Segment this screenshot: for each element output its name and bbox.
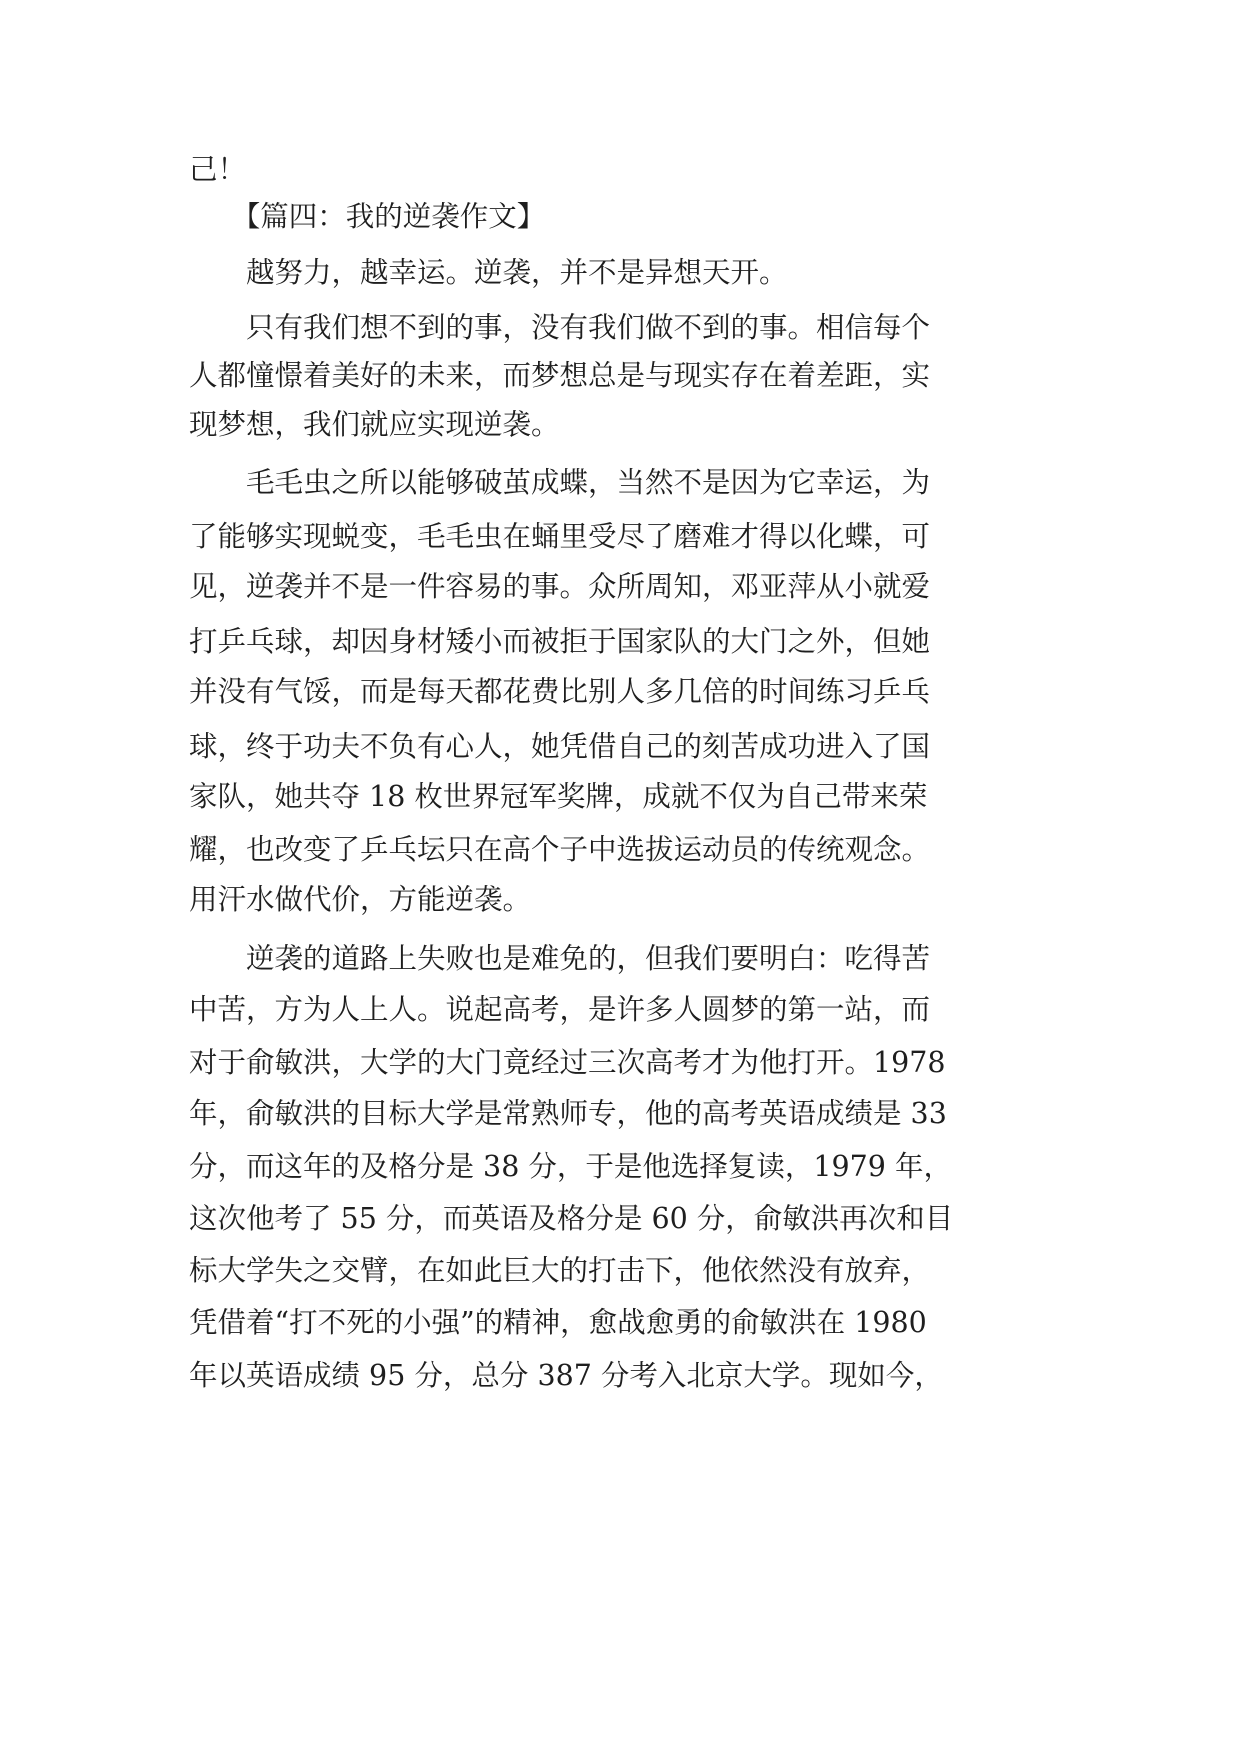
text-line: 年，俞敏洪的目标大学是常熟师专，他的高考英语成绩是 33: [189, 1097, 947, 1130]
text-line: 见，逆袭并不是一件容易的事。众所周知，邓亚萍从小就爱: [189, 570, 931, 603]
text-line: 越努力，越幸运。逆袭，并不是异想天开。: [189, 256, 788, 289]
text-line: 对于俞敏洪，大学的大门竟经过三次高考才为他打开。1978: [189, 1046, 946, 1079]
text-line: 标大学失之交臂，在如此巨大的打击下，他依然没有放弃，: [189, 1254, 931, 1287]
text-line: 这次他考了 55 分，而英语及格分是 60 分，俞敏洪再次和目: [189, 1202, 954, 1235]
text-line: 凭借着“打不死的小强”的精神，愈战愈勇的俞敏洪在 1980: [189, 1306, 927, 1339]
text-line: 现梦想，我们就应实现逆袭。: [189, 408, 560, 441]
text-line: 分，而这年的及格分是 38 分，于是他选择复读，1979 年，: [189, 1150, 952, 1183]
text-line: 球，终于功夫不负有心人，她凭借自己的刻苦成功进入了国: [189, 730, 931, 763]
text-line: 逆袭的道路上失败也是难免的，但我们要明白：吃得苦: [189, 942, 931, 975]
text-line: 并没有气馁，而是每天都花费比别人多几倍的时间练习乒乓: [189, 675, 931, 708]
text-line: 中苦，方为人上人。说起高考，是许多人圆梦的第一站，而: [189, 993, 931, 1026]
text-line: 了能够实现蜕变，毛毛虫在蛹里受尽了磨难才得以化蝶，可: [189, 520, 931, 553]
text-line: 耀，也改变了乒乓坛只在高个子中选拔运动员的传统观念。: [189, 833, 931, 866]
section-heading: 【篇四：我的逆袭作文】: [189, 200, 546, 233]
text-line: 只有我们想不到的事，没有我们做不到的事。相信每个: [189, 311, 931, 344]
text-line: 家队，她共夺 18 枚世界冠军奖牌，成就不仅为自己带来荣: [189, 780, 928, 813]
text-line: 人都憧憬着美好的未来，而梦想总是与现实存在着差距，实: [189, 359, 931, 392]
text-line: 用汗水做代价，方能逆袭。: [189, 883, 532, 916]
text-line: 年以英语成绩 95 分，总分 387 分考入北京大学。现如今，: [189, 1359, 943, 1392]
text-line: 己！: [189, 153, 247, 186]
text-line: 毛毛虫之所以能够破茧成蝶，当然不是因为它幸运，为: [189, 466, 931, 499]
text-line: 打乒乓球，却因身材矮小而被拒于国家队的大门之外，但她: [189, 625, 931, 658]
